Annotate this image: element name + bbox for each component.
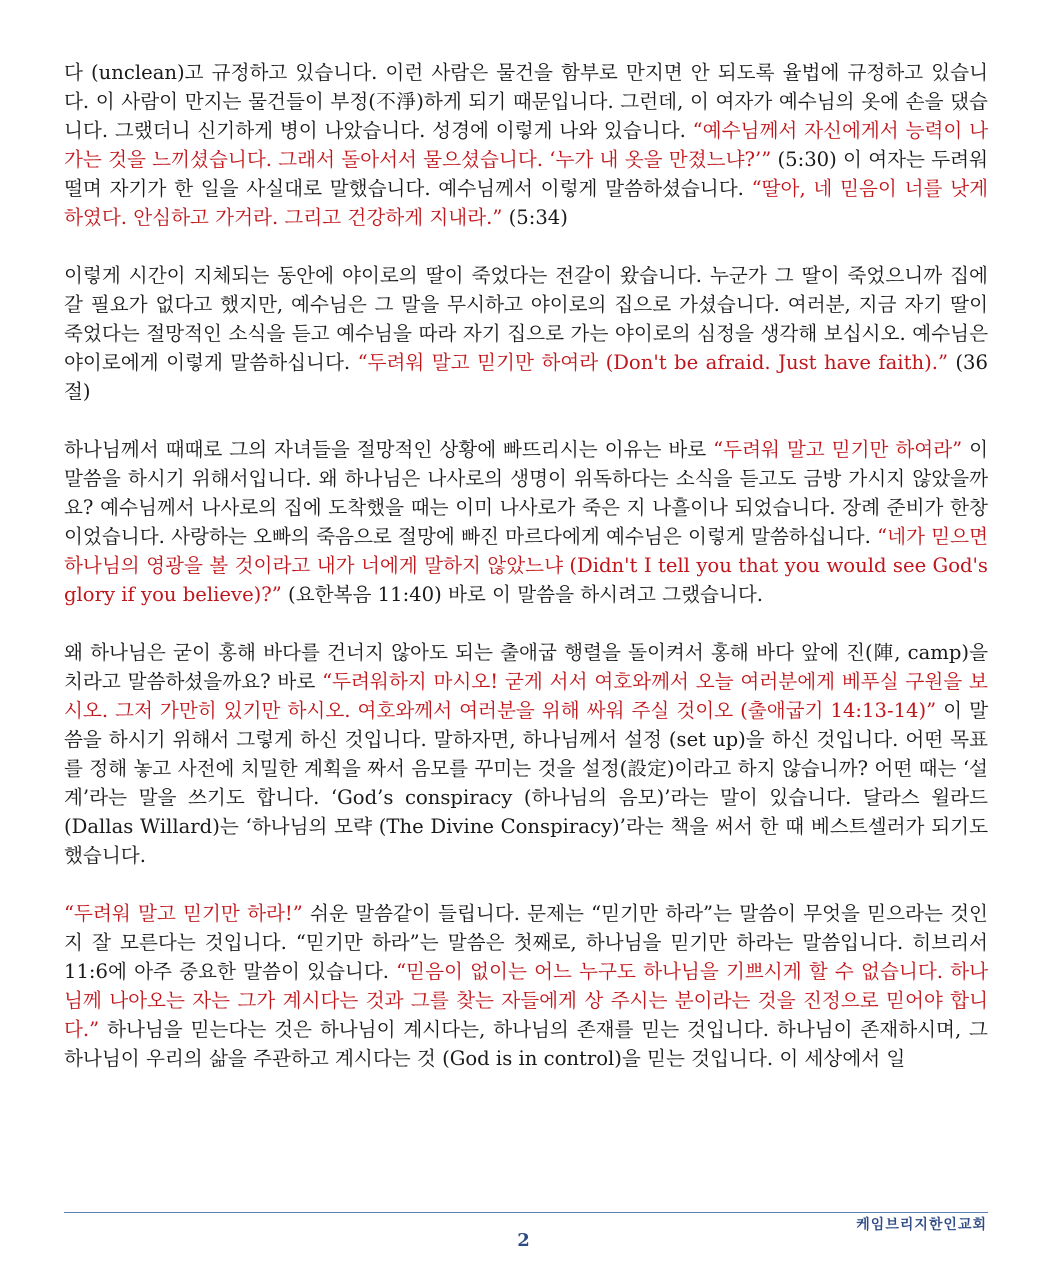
paragraph-5 <box>64 899 988 1073</box>
text-run: 하나님께서 때때로 그의 자녀들을 절망적인 상황에 빠뜨리시는 이유는 바로 <box>64 438 714 461</box>
church-name: 케임브리지한인교회 <box>856 1217 987 1233</box>
text-run: 이렇게 시간이 지체되는 동안에 야이로의 딸이 죽었다는 전갈이 왔습니다. 누군가 그 딸이 죽었으니까 집에 갈 필요가 없다고 했지만, 예수님은 그 말을 무시하고 야이로의 집으로 가셨습니다. 여러분, 지금 자기 딸이 죽었다는 절망적인 소식을 듣고 예수님을 따라 자기 집으로 가는 야이로의 심정을 생각해 보십시오. 예수님은 야이로에게 이렇게 말씀하십니다. <box>64 264 988 374</box>
text-run: 하나님을 믿는다는 것은 하나님이 계시다는, 하나님의 존재를 믿는 것입니다. 하나님이 존재하시며, 그 하나님이 우리의 삶을 주관하고 계시다는 것 (God is in control)을 믿는 것입니다. 이 세상에서 일 <box>64 1018 988 1070</box>
text-run: 왜 하나님은 굳이 홍해 바다를 건너지 않아도 되는 출애굽 행렬을 돌이켜서 홍해 바다 앞에 진(陣, camp)을 치라고 말씀하셨을까요? 바로 <box>64 641 988 693</box>
scripture-quote: “딸아, 네 믿음이 너를 낫게 하였다. 안심하고 가거라. 그리고 건강하게 지내라.” <box>64 177 988 229</box>
scripture-quote: “예수님께서 자신에게서 능력이 나가는 것을 느끼셨습니다. 그래서 돌아서서 물으셨습니다. ‘누가 내 옷을 만졌느냐?’” <box>64 119 989 171</box>
text-run: (5:30) 이 여자는 두려워 떨며 자기가 한 일을 사실대로 말했습니다. 예수님께서 이렇게 말씀하셨습니다. <box>64 148 988 200</box>
scripture-quote: “두려워 말고 믿기만 하여라” <box>713 438 963 461</box>
footer-divider <box>64 1212 988 1213</box>
text-run: (5:34) <box>502 206 568 229</box>
document-body <box>64 58 988 1102</box>
text-run: 쉬운 말씀같이 들립니다. 문제는 “믿기만 하라”는 말씀이 무엇을 믿으라는 것인지 잘 모른다는 것입니다. “믿기만 하라”는 말씀은 첫째로, 하나님을 믿기만 하라는 말씀입니다. 히브리서 11:6에 아주 중요한 말씀이 있습니다. <box>64 902 988 983</box>
scripture-quote: “믿음이 없이는 어느 누구도 하나님을 기쁘시게 할 수 없습니다. 하나님께 나아오는 자는 그가 계시다는 것과 그를 찾는 자들에게 상 주시는 분이라는 것을 진정으로 믿어야 합니다.” <box>64 960 988 1041</box>
paragraph-2 <box>64 261 988 406</box>
text-run: (요한복음 11:40) 바로 이 말씀을 하시려고 그랬습니다. <box>281 583 764 606</box>
scripture-quote: “두려워 말고 믿기만 하라!” <box>64 902 303 925</box>
scripture-quote: “네가 믿으면 하나님의 영광을 볼 것이라고 내가 너에게 말하지 않았느냐 (Didn't I tell you that you would see God's glory if you believe)?” <box>64 525 988 606</box>
text-run: 다 (unclean)고 규정하고 있습니다. 이런 사람은 물건을 함부로 만지면 안 되도록 율법에 규정하고 있습니다. 이 사람이 만지는 물건들이 부정(不淨)하게 되기 때문입니다. 그런데, 이 여자가 예수님의 옷에 손을 댔습니다. 그랬더니 신기하게 병이 나았습니다. 성경에 이렇게 나와 있습니다. <box>64 61 988 142</box>
scripture-quote: “두려워 말고 믿기만 하여라 (Don't be afraid. Just have faith).” <box>357 351 948 374</box>
scripture-quote: “두려워하지 마시오! 굳게 서서 여호와께서 오늘 여러분에게 베푸실 구원을 보시오. 그저 가만히 있기만 하시오. 여호와께서 여러분을 위해 싸워 주실 것이오 (출애굽기 14:13-14)” <box>64 670 988 722</box>
page-number: 2 <box>517 1230 530 1251</box>
paragraph-3 <box>64 435 988 609</box>
text-run: 이 말씀을 하시기 위해서입니다. 왜 하나님은 나사로의 생명이 위독하다는 소식을 듣고도 금방 가시지 않았을까요? 예수님께서 나사로의 집에 도착했을 때는 이미 나사로가 죽은 지 나흘이나 되었습니다. 장례 준비가 한창이었습니다. 사랑하는 오빠의 죽음으로 절망에 빠진 마르다에게 예수님은 이렇게 말씀하십니다. <box>64 438 989 548</box>
text-run: (36절) <box>64 351 988 403</box>
paragraph-1 <box>64 58 988 232</box>
paragraph-4 <box>64 638 988 870</box>
text-run: 이 말씀을 하시기 위해서 그렇게 하신 것입니다. 말하자면, 하나님께서 설정 (set up)을 하신 것입니다. 어떤 목표를 정해 놓고 사전에 치밀한 계획을 짜서 음모를 꾸미는 것을 설정(設定)이라고 하지 않습니까? 어떤 때는 ‘설계’라는 말을 쓰기도 합니다. ‘God’s conspiracy (하나님의 음모)’라는 말이 있습니다. 달라스 윌라드 (Dallas Willard)는 ‘하나님의 모략 (The Divine Conspiracy)’라는 책을 써서 한 때 베스트셀러가 되기도 했습니다. <box>64 699 989 867</box>
